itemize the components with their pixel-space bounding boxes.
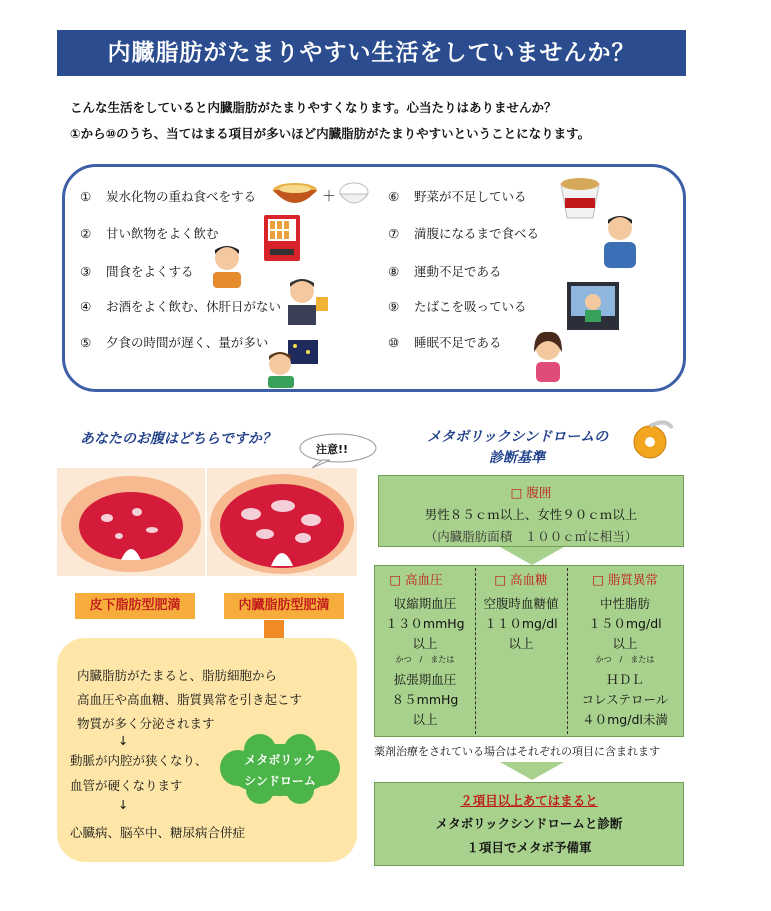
snacking-person-icon xyxy=(207,242,247,290)
lipid-line: ＨＤＬ xyxy=(606,672,644,687)
lipid-line: 中性脂肪 xyxy=(599,596,650,611)
bp-line: 以上 xyxy=(412,636,438,651)
explanation-line: 内臓脂肪がたまると、脂肪細胞から xyxy=(77,668,278,683)
drinking-man-icon xyxy=(282,275,332,327)
sugar-line: 空腹時血糖値 xyxy=(483,596,559,611)
explanation-line: 高血圧や高血糖、脂質異常を引き起こす xyxy=(77,692,303,707)
bp-line: 収縮期血圧 xyxy=(393,596,457,611)
cloud-line-2: シンドローム xyxy=(244,774,316,788)
vending-machine-icon xyxy=(262,213,302,263)
full-stomach-person-icon xyxy=(600,212,644,270)
explanation-arrow: ↓ xyxy=(118,797,129,812)
checklist-item: ⑨ たばこを吸っている xyxy=(388,299,527,314)
cup-noodle-icon xyxy=(555,170,605,220)
explanation-line: 物質が多く分泌されます xyxy=(77,716,215,731)
bp-line: ８５mmHg xyxy=(391,692,459,707)
sleepy-woman-icon xyxy=(530,330,566,384)
sugar-line: 以上 xyxy=(508,636,534,651)
lipid-line: ４０mg/dl未満 xyxy=(582,712,668,727)
caution-label: 注意!! xyxy=(316,443,349,456)
intro-line-2: ①から⑩のうち、当てはまる項目が多いほど内臓脂肪がたまりやすいということになります。 xyxy=(70,126,591,141)
page-title: 内臓脂肪がたまりやすい生活をしていませんか？ xyxy=(57,30,686,76)
lipid-title: □ 脂質異常 xyxy=(592,572,658,587)
bp-title: □ 高血圧 xyxy=(389,572,443,587)
criteria-heading-1: メタボリックシンドロームの xyxy=(427,429,609,445)
checklist-item: ⑧ 運動不足である xyxy=(388,264,502,279)
result-line-2: １項目でメタボ予備軍 xyxy=(466,840,592,855)
tape-measure-icon xyxy=(628,418,674,462)
bp-line: 拡張期血圧 xyxy=(393,672,457,687)
waist-title: □ 腹囲 xyxy=(510,485,552,500)
explanation-line: 動脈が内腔が狭くなり、 xyxy=(70,753,208,768)
plus-sign: ＋ xyxy=(322,189,336,205)
rice-bowl-icon xyxy=(338,180,370,210)
lipid-line: １５０mg/dl xyxy=(588,616,662,631)
intro-line-1: こんな生活をしていると内臓脂肪がたまりやすくなります。心当たりはありませんか？ xyxy=(70,100,557,115)
column-divider xyxy=(567,568,568,734)
explanation-line: 血管が硬くなります xyxy=(70,778,183,793)
bp-line: １３０mmHg xyxy=(385,616,465,631)
belly-heading: あなたのお腹はどちらですか？ xyxy=(80,431,276,447)
checklist-item: ⑦ 満腹になるまで食べる xyxy=(388,226,539,241)
noodle-bowl-icon xyxy=(270,176,320,210)
result-line-1: メタボリックシンドロームと診断 xyxy=(435,816,623,831)
treatment-note: 薬剤治療をされている場合はそれぞれの項目に含まれます xyxy=(374,745,660,758)
smoking-person-icon xyxy=(565,280,621,332)
explanation-arrow: ↓ xyxy=(118,733,129,748)
visceral-label: 内臓脂肪型肥満 xyxy=(224,593,344,619)
column-divider xyxy=(475,568,476,734)
bp-line: 以上 xyxy=(412,712,438,727)
lipid-line: かつ / または xyxy=(595,655,655,664)
checklist-item: ⑤ 夕食の時間が遅く、量が多い xyxy=(80,335,269,350)
checklist-item: ⑥ 野菜が不足している xyxy=(388,189,527,204)
checklist-item: ② 甘い飲物をよく飲む xyxy=(80,226,219,241)
subcutaneous-label: 皮下脂肪型肥満 xyxy=(75,593,195,619)
checklist-item: ⑩ 睡眠不足である xyxy=(388,335,502,350)
visceral-cross-section-icon xyxy=(207,468,357,576)
lipid-line: コレステロール xyxy=(581,692,669,707)
metabolic-syndrome-cloud xyxy=(214,734,346,806)
checklist-item: ④ お酒をよく飲む、休肝日がない xyxy=(80,299,281,314)
explanation-line: 心臓病、脳卒中、糖尿病合併症 xyxy=(70,825,246,840)
lipid-line: 以上 xyxy=(612,636,638,651)
criteria-heading-2: 診断基準 xyxy=(489,450,545,466)
green-arrow-icon xyxy=(500,547,564,567)
subcutaneous-fat-image xyxy=(57,468,205,576)
bp-line: かつ / または xyxy=(395,655,455,664)
result-title: ２項目以上あてはまると xyxy=(460,793,598,808)
checklist-item: ① 炭水化物の重ね食べをする xyxy=(80,189,256,204)
visceral-fat-image xyxy=(207,468,357,576)
sugar-line: １１０mg/dl xyxy=(484,616,558,631)
waist-line-1: 男性８５ｃｍ以上、女性９０ｃｍ以上 xyxy=(424,507,638,522)
cloud-line-1: メタボリック xyxy=(244,753,316,767)
green-arrow-icon xyxy=(500,762,564,782)
waist-line-2: （内臓脂肪面積 １００ｃ㎡に相当） xyxy=(424,529,638,544)
late-dinner-icon xyxy=(262,338,320,390)
sugar-title: □ 高血糖 xyxy=(494,572,548,587)
subcutaneous-cross-section-icon xyxy=(57,468,205,576)
checklist-item: ③ 間食をよくする xyxy=(80,264,194,279)
